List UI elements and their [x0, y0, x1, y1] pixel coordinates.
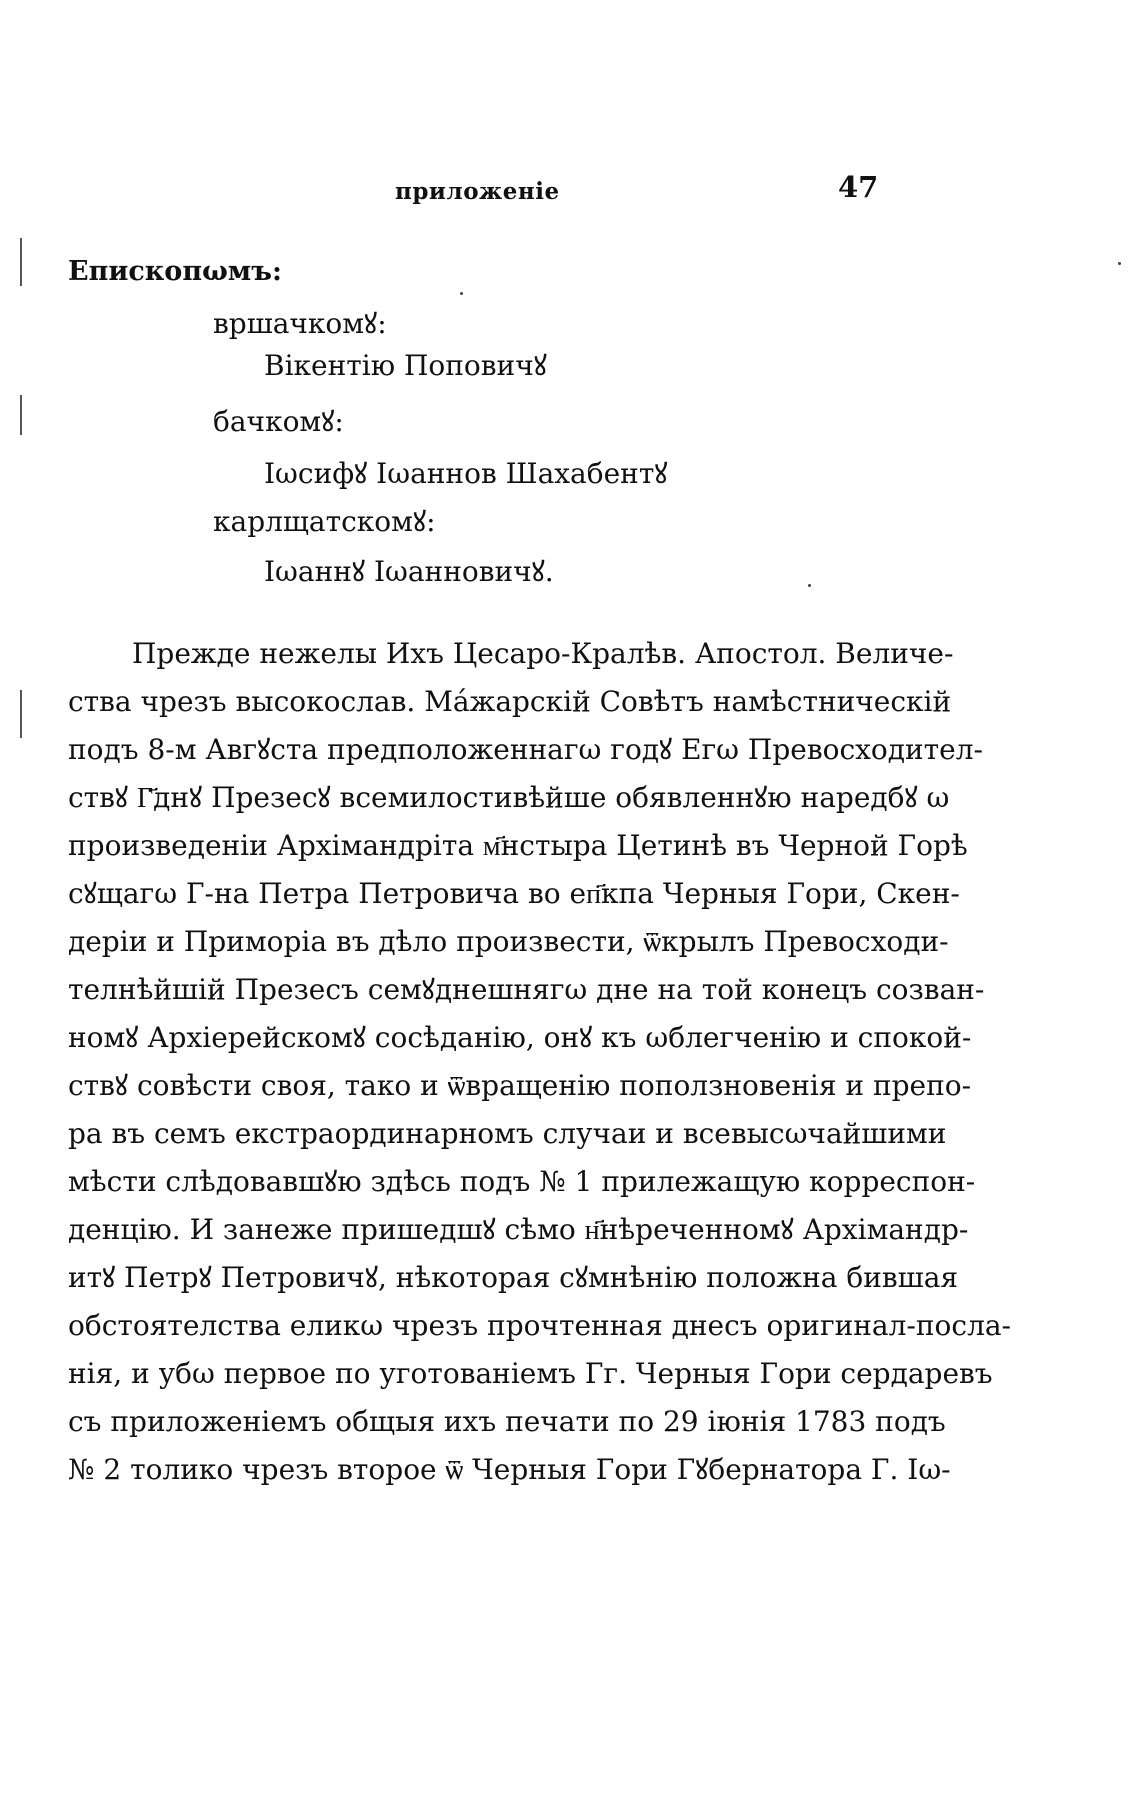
body-line: ствꙋ совѣсти своя, тако и ѿвращенію поползновенія и препо-	[68, 1069, 972, 1102]
body-line: съ приложеніемъ общыя ихъ печати по 29 іюнія 1783 подъ	[68, 1405, 946, 1438]
body-line: произведеніи Архімандріта м҃нстыра Цетинѣ въ Черной Горѣ	[68, 829, 968, 862]
list-name: Іωсифꙋ Іωаннов Шахабентꙋ	[264, 457, 668, 490]
page-number: 47	[838, 170, 879, 204]
body-line: № 2 толико чрезъ второе ѿ Черныя Гори Гꙋбернатора Г. Іω-	[68, 1453, 951, 1486]
body-line: мѣсти слѣдовавшꙋю здѣсь подъ № 1 прилежащую корреспон-	[68, 1165, 976, 1198]
body-line: Прежде нежелы Ихъ Цесаро-Кралѣв. Апостол. Величе-	[132, 637, 954, 670]
running-header: приложеніе	[395, 178, 560, 205]
margin-mark	[20, 395, 22, 435]
list-name: Вікентію Поповичꙋ	[264, 349, 547, 382]
body-line: ра въ семъ екстраординарномъ случаи и всевысωчайшими	[68, 1117, 947, 1150]
body-line: подъ 8-м Авгꙋста предположеннагω годꙋ Егω Превосходител-	[68, 733, 983, 766]
ink-speck	[808, 584, 811, 587]
list-place: бачкомꙋ:	[213, 405, 344, 438]
body-line: номꙋ Архіерейскомꙋ сосѣданію, онꙋ къ ωблегченію и спокой-	[68, 1021, 972, 1054]
ink-speck	[1118, 262, 1121, 265]
list-place: вршачкомꙋ:	[213, 307, 387, 340]
body-line: ства чрезъ высокослав. Ма́жарскій Совѣтъ намѣстническій	[68, 685, 952, 718]
body-line: деріи и Приморіа въ дѣло произвести, ѿкрылъ Превосходи-	[68, 925, 949, 958]
list-heading: Епископωмъ:	[68, 256, 282, 287]
ink-speck	[460, 292, 463, 295]
margin-mark	[20, 690, 22, 738]
body-line: ствꙋ Г҃днꙋ Презесꙋ всемилостивѣйше обявленнꙋю наредбꙋ ω	[68, 781, 950, 814]
list-place: карлщатскомꙋ:	[213, 505, 436, 538]
margin-mark	[20, 238, 22, 286]
list-name: Іωаннꙋ Іωанновичꙋ.	[264, 555, 554, 588]
body-line: телнѣйшій Презесъ семꙋднешнягω дне на той конецъ созван-	[68, 973, 985, 1006]
body-line: сꙋщагω Г-на Петра Петровича во еп҃кпа Черныя Гори, Скен-	[68, 877, 960, 910]
body-line: денцію. И занеже пришедшꙋ сѣмо н҃нѣреченномꙋ Архімандр-	[68, 1213, 969, 1246]
body-line: нія, и убω первое по уготованіемъ Гг. Черныя Гори сердаревъ	[68, 1357, 993, 1390]
body-line: итꙋ Петрꙋ Петровичꙋ, нѣкоторая сꙋмнѣнію положна бившая	[68, 1261, 959, 1294]
body-line: обстоятелства еликω чрезъ прочтенная днесъ оригинал-посла-	[68, 1309, 1012, 1342]
